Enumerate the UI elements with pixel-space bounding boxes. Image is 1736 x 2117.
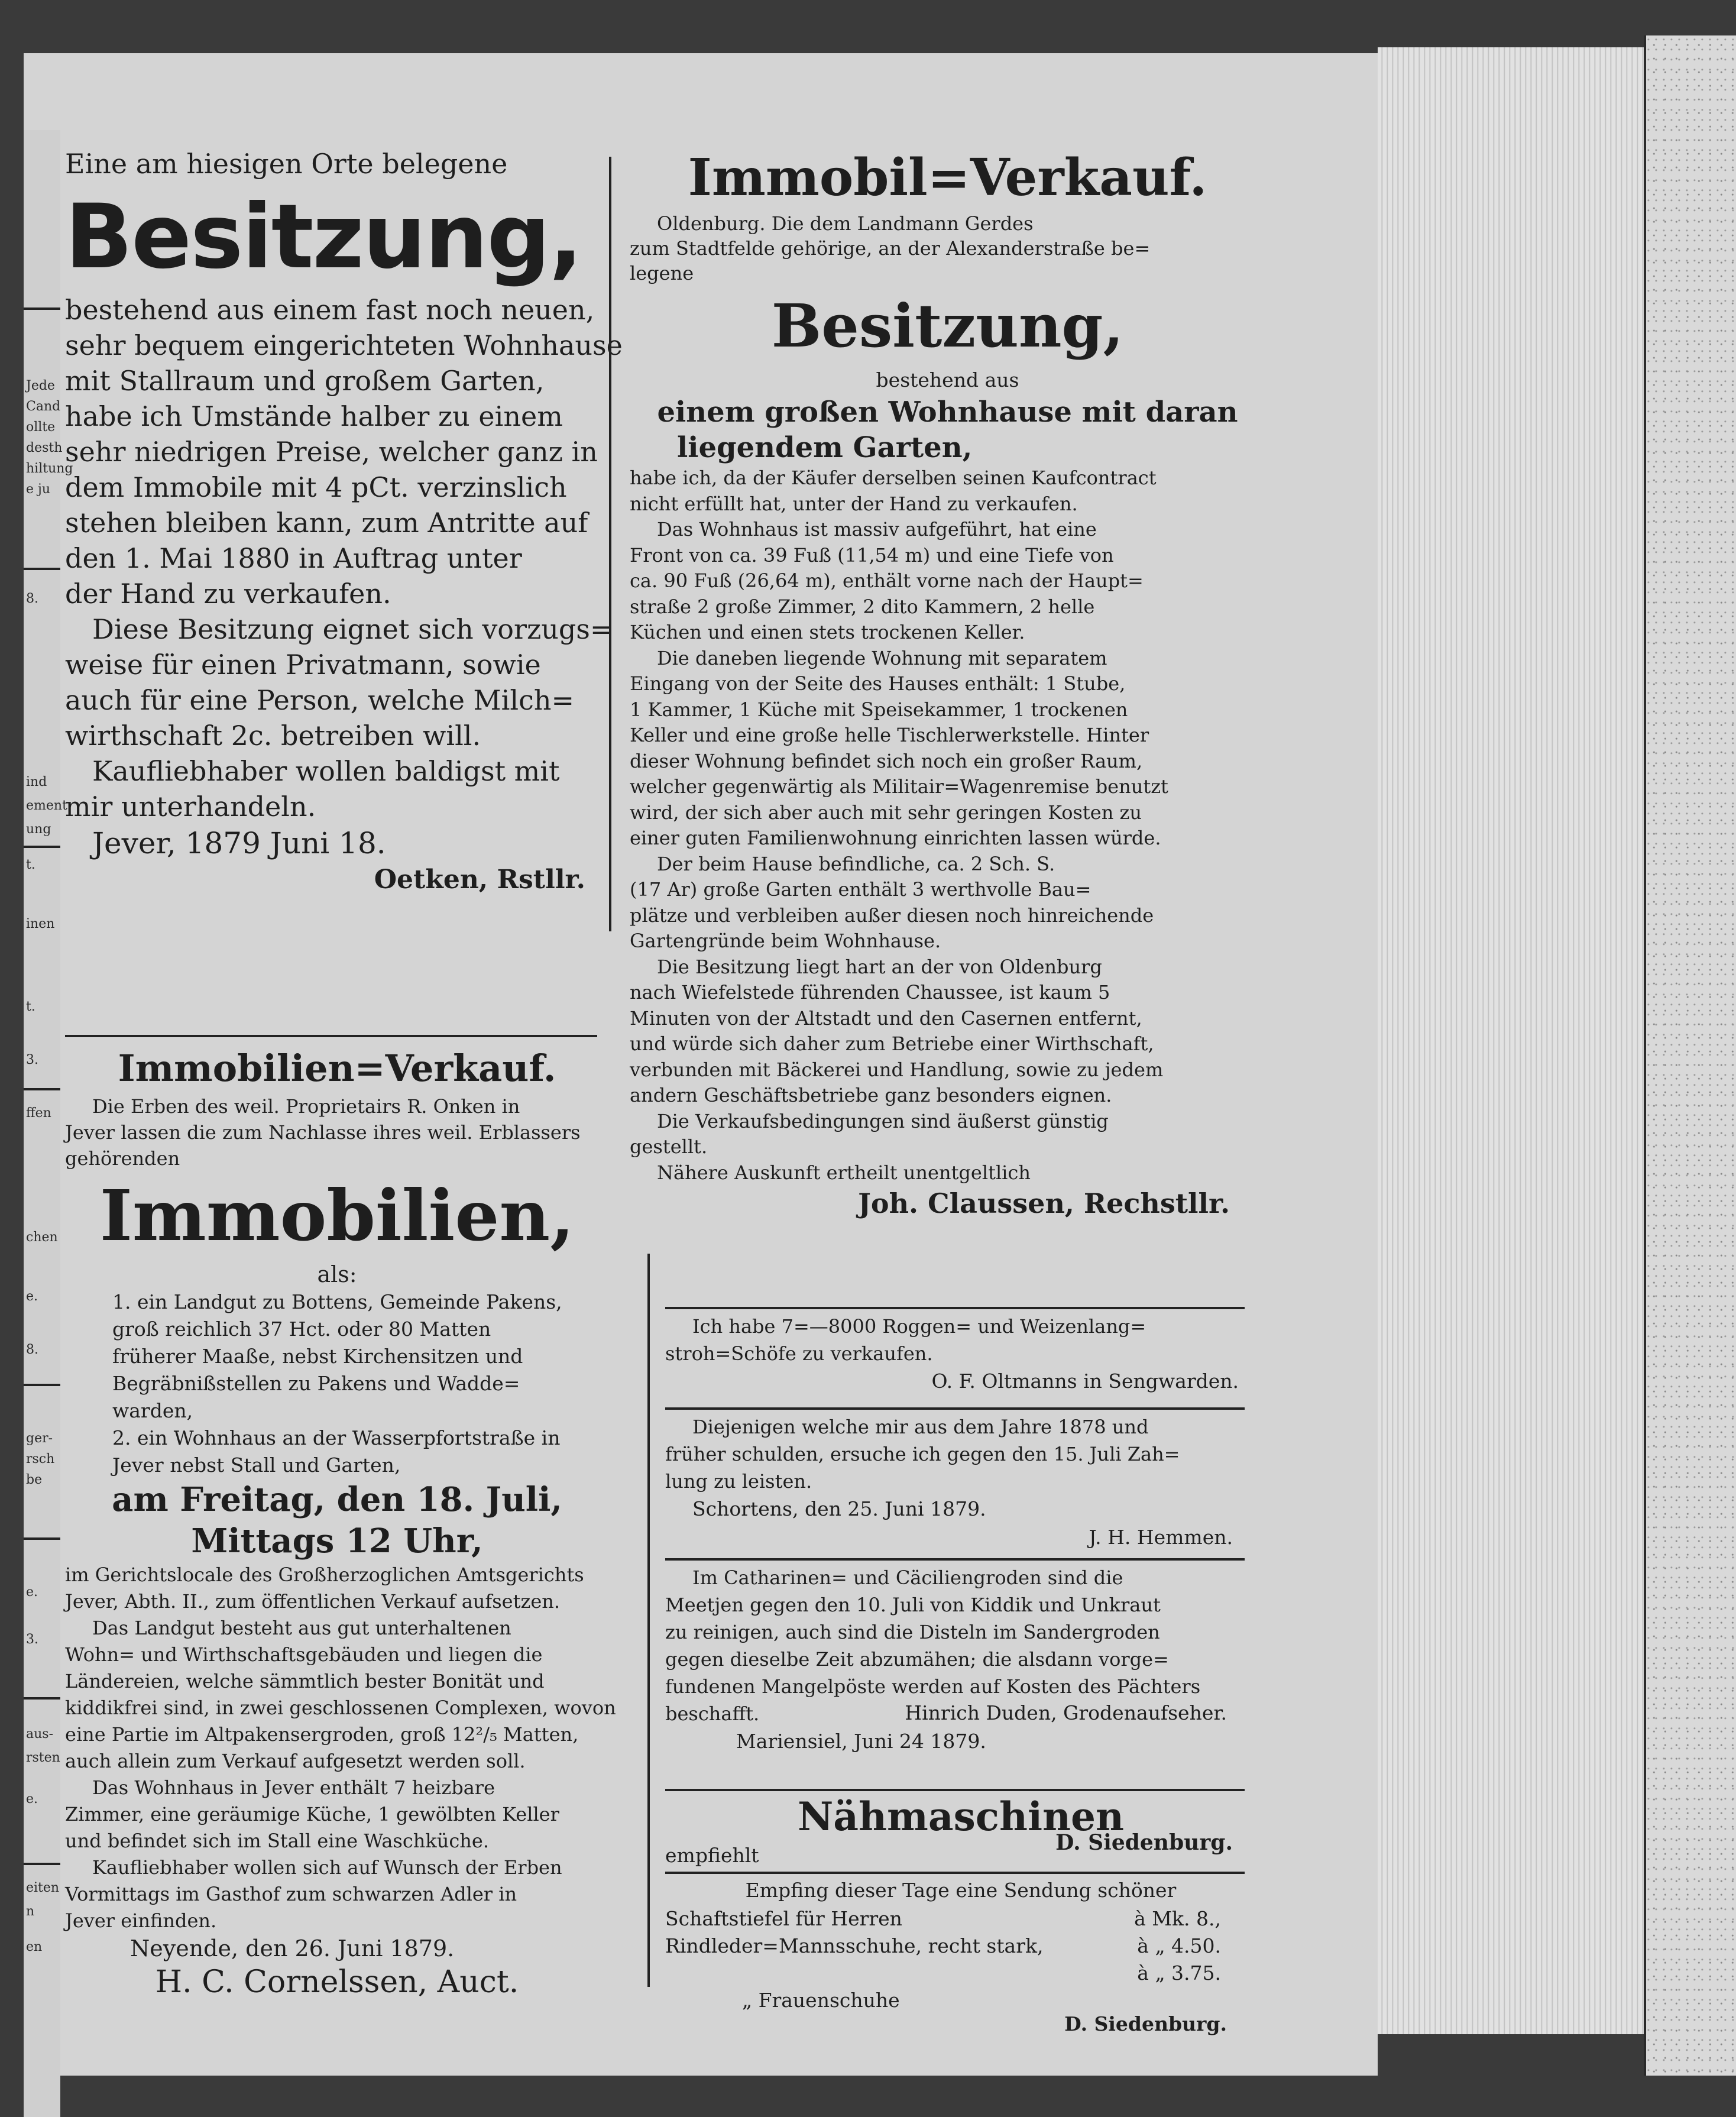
margin-fragment: ung bbox=[26, 822, 51, 837]
margin-fragment: Jede bbox=[26, 378, 55, 393]
body-line: und würde sich daher zum Betriebe einer Wirthschaft, bbox=[630, 1032, 1154, 1055]
body-line: einer guten Familienwohnung einrichten lassen würde. bbox=[630, 827, 1161, 849]
margin-fragment: Cand bbox=[26, 399, 61, 414]
margin-fragment: be bbox=[26, 1472, 43, 1487]
schulden-advert bbox=[665, 1413, 1256, 1552]
body-line: wirthschaft 2c. betreiben will. bbox=[65, 720, 481, 752]
body-line: Das Landgut besteht aus gut unterhaltenen bbox=[92, 1617, 511, 1639]
margin-fragment: e. bbox=[26, 1289, 38, 1304]
body-line: sehr niedrigen Preise, welcher ganz in bbox=[65, 436, 598, 468]
body-line: Das Wohnhaus in Jever enthält 7 heizbare bbox=[92, 1776, 495, 1799]
advert-intro: Empfing dieser Tage eine Sendung schöner bbox=[745, 1879, 1177, 1902]
body-line: habe ich, da der Käufer derselben seinen Kaufcontract bbox=[630, 467, 1157, 489]
neighbor-page-edge bbox=[24, 130, 73, 2117]
margin-fragment: en bbox=[26, 1940, 43, 1954]
margin-fragment: inen bbox=[26, 917, 55, 931]
immobilien-advert bbox=[65, 1044, 616, 2002]
divider bbox=[665, 1407, 1245, 1410]
advert-intro bbox=[65, 1093, 609, 1171]
list-line: Jever nebst Stall und Garten, bbox=[112, 1454, 401, 1477]
price-item: Rindleder=Mannsschuhe, recht stark, bbox=[665, 1934, 1044, 1957]
body-line: stehen bleiben kann, zum Antritte auf bbox=[65, 507, 588, 539]
body-line: Die Erben des weil. Proprietairs R. Onken in bbox=[92, 1095, 520, 1118]
left-column bbox=[65, 145, 623, 2000]
body-line: gehörenden bbox=[65, 1147, 180, 1170]
margin-fragment: n bbox=[26, 1904, 35, 1919]
advert-body bbox=[65, 292, 623, 824]
advert-big-title: Immobilien, bbox=[99, 1174, 575, 1257]
body-line: weise für einen Privatmann, sowie bbox=[65, 649, 541, 681]
body-line: gegen dieselbe Zeit abzumähen; die alsdann vorge= bbox=[665, 1648, 1169, 1671]
body-line: kiddikfrei sind, in zwei geschlossenen Complexen, wovon bbox=[65, 1697, 616, 1719]
body-line: straße 2 große Zimmer, 2 dito Kammern, 2 helle bbox=[630, 595, 1095, 618]
newspaper-page bbox=[24, 53, 1378, 2076]
body-line: eine Partie im Altpakensergroden, groß 12²/₅ Matten, bbox=[65, 1723, 579, 1746]
body-line: Meetjen gegen den 10. Juli von Kiddik und Unkraut bbox=[665, 1594, 1161, 1616]
price-item: Schaftstiefel für Herren bbox=[665, 1907, 902, 1930]
body-line: Oldenburg. Die dem Landmann Gerdes bbox=[657, 212, 1034, 235]
body-line: (17 Ar) große Garten enthält 3 werthvolle Bau= bbox=[630, 878, 1092, 901]
signature: J. H. Hemmen. bbox=[1089, 1526, 1233, 1549]
body-line: dem Immobile mit 4 pCt. verzinslich bbox=[65, 471, 567, 503]
margin-rule bbox=[24, 1384, 60, 1386]
margin-fragment: hiltung bbox=[26, 461, 73, 476]
schuhe-advert bbox=[665, 1876, 1256, 2038]
margin-fragment: eiten bbox=[26, 1880, 60, 1895]
price-value: à „ 3.75. bbox=[1137, 1961, 1221, 1985]
divider bbox=[665, 1789, 1245, 1791]
margin-fragment: 3. bbox=[26, 1632, 38, 1647]
margin-fragment: e ju bbox=[26, 482, 51, 497]
advert-big-title: Besitzung, bbox=[771, 291, 1124, 361]
body-line: im Gerichtslocale des Großherzoglichen Amtsgerichts bbox=[65, 1564, 584, 1586]
margin-fragment: e. bbox=[26, 1792, 38, 1807]
body-line: Minuten von der Altstadt und den Casernen entfernt, bbox=[630, 1006, 1142, 1030]
signature: O. F. Oltmanns in Sengwarden. bbox=[931, 1370, 1239, 1393]
body-line: Die Verkaufsbedingungen sind äußerst günstig bbox=[657, 1109, 1109, 1132]
als-label: als: bbox=[317, 1261, 357, 1287]
margin-rule bbox=[24, 1697, 60, 1700]
auction-time: Mittags 12 Uhr, bbox=[191, 1522, 483, 1561]
signature: Hinrich Duden, Grodenaufseher. bbox=[905, 1701, 1227, 1724]
advert-headline: Nähmaschinen bbox=[797, 1794, 1125, 1840]
body-line: den 1. Mai 1880 in Auftrag unter bbox=[65, 542, 522, 574]
margin-rule bbox=[24, 1863, 60, 1865]
margin-fragment: desth bbox=[26, 441, 63, 455]
body-line: Die Besitzung liegt hart an der von Oldenburg bbox=[657, 955, 1102, 978]
auction-date: am Freitag, den 18. Juli, bbox=[112, 1480, 562, 1519]
body-line: dieser Wohnung befindet sich noch ein großer Raum, bbox=[630, 749, 1143, 772]
signature: Joh. Claussen, Rechstllr. bbox=[858, 1187, 1230, 1219]
margin-fragment: 3. bbox=[26, 1053, 38, 1067]
body-line: gestellt. bbox=[630, 1135, 708, 1158]
divider bbox=[665, 1872, 1245, 1874]
book-cover bbox=[1644, 35, 1736, 2076]
column-rule bbox=[647, 1254, 650, 1987]
body-line: wird, der sich aber auch mit sehr geringen Kosten zu bbox=[630, 801, 1142, 824]
body-line: stroh=Schöfe zu verkaufen. bbox=[665, 1342, 933, 1365]
body-line: Die daneben liegende Wohnung mit separatem bbox=[657, 646, 1107, 669]
body-line: bestehend aus einem fast noch neuen, bbox=[65, 294, 595, 326]
price-row bbox=[665, 1932, 1256, 1959]
body-line: Der beim Hause befindliche, ca. 2 Sch. S. bbox=[657, 852, 1055, 875]
advert-subtitle: bestehend aus bbox=[876, 368, 1019, 391]
price-row bbox=[665, 1959, 1256, 1986]
body-line: auch allein zum Verkauf aufgesetzt werden soll. bbox=[65, 1750, 526, 1772]
advert-body: empfiehlt bbox=[665, 1844, 759, 1867]
margin-rule bbox=[24, 307, 60, 310]
body-line: nach Wiefelstede führenden Chaussee, ist kaum 5 bbox=[630, 981, 1110, 1004]
body-line: ca. 90 Fuß (26,64 m), enthält vorne nach der Haupt= bbox=[630, 569, 1144, 592]
advert-headline: Immobilien=Verkauf. bbox=[118, 1047, 556, 1090]
margin-rule bbox=[24, 568, 60, 570]
body-line: früher schulden, ersuche ich gegen den 15. Juli Zah= bbox=[665, 1443, 1180, 1465]
price-item: „ Frauenschuhe bbox=[742, 1989, 900, 2012]
margin-fragment: rsch bbox=[26, 1452, 55, 1467]
body-line: Diejenigen welche mir aus dem Jahre 1878 und bbox=[692, 1416, 1149, 1438]
body-line: Ich habe 7=—8000 Roggen= und Weizenlang= bbox=[692, 1315, 1146, 1338]
advert-intro: Eine am hiesigen Orte belegene bbox=[65, 148, 508, 180]
place-date: Neyende, den 26. Juni 1879. bbox=[130, 1935, 455, 1961]
signature: H. C. Cornelssen, Auct. bbox=[155, 1964, 519, 2000]
place-date: Schortens, den 25. Juni 1879. bbox=[692, 1497, 986, 1520]
advert-subtitle: einem großen Wohnhause mit daran bbox=[657, 396, 1238, 429]
body-line: verbunden mit Bäckerei und Handlung, sowie zu jedem bbox=[630, 1058, 1164, 1081]
column-rule bbox=[609, 157, 611, 931]
body-line: legene bbox=[630, 262, 694, 284]
margin-fragment: 8. bbox=[26, 591, 38, 606]
body-line: andern Geschäftsbetriebe ganz besonders eignen. bbox=[630, 1084, 1112, 1106]
body-line: habe ich Umstände halber zu einem bbox=[65, 400, 563, 432]
body-line: Jever lassen die zum Nachlasse ihres weil. Erblassers bbox=[65, 1121, 581, 1144]
body-line: beschafft. bbox=[665, 1702, 760, 1725]
body-line: Front von ca. 39 Fuß (11,54 m) und eine Tiefe von bbox=[630, 543, 1114, 567]
body-line: plätze und verbleiben außer diesen noch hinreichende bbox=[630, 904, 1154, 927]
margin-fragment: t. bbox=[26, 857, 35, 872]
body-line: 1 Kammer, 1 Küche mit Speisekammer, 1 trockenen bbox=[630, 698, 1128, 721]
margin-fragment: ind bbox=[26, 775, 47, 789]
body-line: Im Catharinen= und Cäciliengroden sind die bbox=[692, 1566, 1123, 1589]
body-line: Das Wohnhaus ist massiv aufgeführt, hat eine bbox=[657, 518, 1097, 540]
margin-rule bbox=[24, 1088, 60, 1090]
advert-headline: Besitzung, bbox=[65, 186, 582, 289]
advert-subtitle: liegendem Garten, bbox=[677, 431, 973, 464]
place-date: Jever, 1879 Juni 18. bbox=[92, 826, 386, 860]
body-line: fundenen Mangelpöste werden auf Kosten des Pächters bbox=[665, 1675, 1201, 1698]
margin-fragment: aus- bbox=[26, 1727, 54, 1741]
body-line: zu reinigen, auch sind die Disteln im Sandergroden bbox=[665, 1621, 1160, 1643]
margin-fragment: ger- bbox=[26, 1431, 53, 1446]
list-line: früherer Maaße, nebst Kirchensitzen und bbox=[112, 1345, 523, 1368]
naehmaschinen-advert bbox=[665, 1792, 1256, 1871]
margin-rule bbox=[24, 1537, 60, 1540]
signature: Oetken, Rstllr. bbox=[374, 865, 585, 895]
advert-body bbox=[630, 465, 1265, 1186]
advert-body bbox=[65, 1562, 616, 1934]
body-line: Wohn= und Wirthschaftsgebäuden und liegen die bbox=[65, 1643, 543, 1666]
book-page-edges bbox=[1378, 47, 1656, 2034]
body-line: Zimmer, eine geräumige Küche, 1 gewölbten Keller bbox=[65, 1803, 559, 1825]
body-line: mit Stallraum und großem Garten, bbox=[65, 365, 545, 397]
body-line: sehr bequem eingerichteten Wohnhause bbox=[65, 329, 623, 361]
body-line: der Hand zu verkaufen. bbox=[65, 578, 391, 610]
body-line: mir unterhandeln. bbox=[65, 791, 316, 823]
body-line: Gartengründe beim Wohnhause. bbox=[630, 930, 941, 952]
body-line: Kaufliebhaber wollen baldigst mit bbox=[92, 755, 560, 787]
roggen-advert bbox=[665, 1313, 1256, 1396]
price-list bbox=[665, 1905, 1256, 1986]
divider bbox=[665, 1307, 1245, 1309]
margin-fragment: ement bbox=[26, 798, 67, 813]
price-value: à „ 4.50. bbox=[1137, 1934, 1221, 1957]
body-line: Vormittags im Gasthof zum schwarzen Adler in bbox=[65, 1883, 517, 1905]
body-line: Kaufliebhaber wollen sich auf Wunsch der Erben bbox=[92, 1856, 562, 1879]
divider bbox=[665, 1558, 1245, 1561]
body-line: zum Stadtfelde gehörige, an der Alexanderstraße be= bbox=[630, 237, 1151, 260]
advert-body bbox=[665, 1313, 1256, 1367]
body-line: Eingang von der Seite des Hauses enthält: 1 Stube, bbox=[630, 672, 1126, 695]
margin-rule bbox=[24, 846, 60, 848]
body-line: welcher gegenwärtig als Militair=Wagenremise benutzt bbox=[630, 775, 1168, 798]
margin-fragment: ffen bbox=[26, 1106, 51, 1121]
advert-headline: Immobil=Verkauf. bbox=[688, 148, 1207, 208]
margin-fragment: e. bbox=[26, 1585, 38, 1600]
right-column bbox=[630, 145, 1265, 2035]
body-line: auch für eine Person, welche Milch= bbox=[65, 684, 574, 716]
list-line: 2. ein Wohnhaus an der Wasserpfortstraße in bbox=[112, 1426, 561, 1449]
body-line: nicht erfüllt hat, unter der Hand zu verkaufen. bbox=[630, 492, 1078, 515]
list-line: Begräbnißstellen zu Pakens und Wadde= bbox=[112, 1372, 520, 1395]
body-line: Ländereien, welche sämmtlich bester Bonität und bbox=[65, 1670, 545, 1692]
margin-fragment: ollte bbox=[26, 420, 56, 435]
margin-fragment: t. bbox=[26, 999, 35, 1014]
signature: D. Siedenburg. bbox=[1055, 1830, 1233, 1855]
price-row bbox=[665, 1905, 1256, 1932]
margin-fragment: rsten bbox=[26, 1750, 60, 1765]
body-line: Küchen und einen stets trockenen Keller. bbox=[630, 621, 1025, 643]
advert-body bbox=[665, 1413, 1256, 1495]
body-line: Nähere Auskunft ertheilt unentgeltlich bbox=[657, 1161, 1031, 1184]
margin-fragment: chen bbox=[26, 1230, 58, 1245]
list-line: warden, bbox=[112, 1399, 193, 1422]
margin-fragment: 8. bbox=[26, 1342, 38, 1357]
body-line: Keller und eine große helle Tischlerwerkstelle. Hinter bbox=[630, 724, 1149, 746]
divider bbox=[65, 1035, 597, 1037]
property-list bbox=[65, 1289, 609, 1479]
body-line: lung zu leisten. bbox=[665, 1470, 812, 1493]
advert-intro bbox=[630, 211, 1265, 286]
price-value: à Mk. 8., bbox=[1134, 1907, 1221, 1930]
body-line: Diese Besitzung eignet sich vorzugs= bbox=[92, 613, 613, 645]
list-line: groß reichlich 37 Hct. oder 80 Matten bbox=[112, 1318, 491, 1341]
body-line: Jever einfinden. bbox=[65, 1909, 217, 1932]
place-date: Mariensiel, Juni 24 1879. bbox=[736, 1730, 986, 1753]
body-line: und befindet sich im Stall eine Waschküche. bbox=[65, 1830, 489, 1852]
immobil-verkauf-advert bbox=[630, 145, 1265, 1221]
signature: D. Siedenburg. bbox=[1064, 2012, 1227, 2035]
besitzung-advert bbox=[65, 145, 623, 898]
groden-advert bbox=[665, 1564, 1256, 1756]
body-line: Jever, Abth. II., zum öffentlichen Verkauf aufsetzen. bbox=[65, 1590, 561, 1613]
list-line: 1. ein Landgut zu Bottens, Gemeinde Pakens, bbox=[112, 1290, 562, 1313]
